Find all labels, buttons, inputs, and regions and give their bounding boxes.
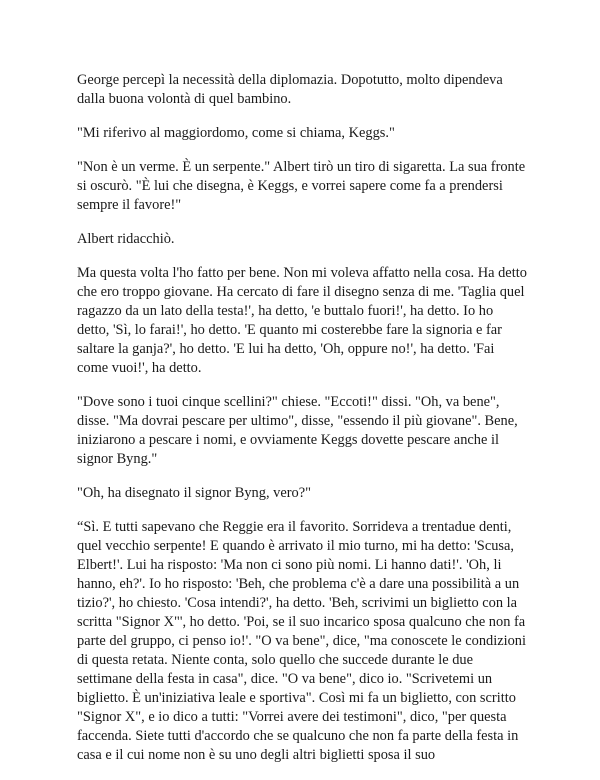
paragraph: Ma questa volta l'ho fatto per bene. Non mi voleva affatto nella cosa. Ha detto che ero troppo giovane. Ha cercato di fare il disegno senza di me. 'Taglia quel ragazzo da un lato della testa!', ha detto, 'e buttalo fuori!', ha detto. Io ho detto, 'Sì, lo farai!', ho detto. 'E quanto mi costerebbe fare la signoria e far saltare la ganja?', ho detto. 'E lui ha detto, 'Oh, oppure no!', ha detto. 'Fai come vuoi!', ha detto. xyxy=(77,265,527,376)
paragraph: "Oh, ha disegnato il signor Byng, vero?" xyxy=(77,485,311,501)
paragraph: “Sì. E tutti sapevano che Reggie era il favorito. Sorrideva a trentadue denti, quel vecchio serpente! E quando è arrivato il mio turno, mi ha detto: 'Scusa, Elbert!'. Lui ha risposto: 'Ma non ci sono più nomi. Li hanno dati!'. 'Oh, li hanno, eh?'. Io ho risposto: 'Beh, che problema c'è a dare una possibilità a un tizio?', ho chiesto. 'Cosa intendi?', ha detto. 'Beh, scrivimi un biglietto con la scritta "Signor X"', ho detto. 'Poi, se il suo incarico sposa qualcuno che non fa parte del gruppo, ci penso io!'. "O va bene", dice, "ma conoscete le condizioni di questa retata. Niente conta, solo quello che succede durante le due settimane della festa in casa", dice. "O va bene", dico io. "Scrivetemi un biglietto. È un'iniziativa leale e sportiva". Così mi fa un biglietto, con scritto "Signor X", e io dico a tutti: "Vorrei avere dei testimoni", dico, "per questa faccenda. Siete tutti d'accordo che se qualcuno che non fa parte della festa in casa e il cui nome non è su uno degli altri biglietti sposa il suo xyxy=(77,519,526,763)
paragraph: Albert ridacchiò. xyxy=(77,231,175,247)
body-text xyxy=(77,71,529,780)
paragraph: "Non è un verme. È un serpente." Albert tirò un tiro di sigaretta. La sua fronte si oscurò. "È lui che disegna, è Keggs, e vorrei sapere come fa a prendersi sempre il favore!" xyxy=(77,159,526,213)
paragraph: George percepì la necessità della diplomazia. Dopotutto, molto dipendeva dalla buona volontà di quel bambino. xyxy=(77,72,503,107)
paragraph: "Dove sono i tuoi cinque scellini?" chiese. "Eccoti!" dissi. "Oh, va bene", disse. "Ma dovrai pescare per ultimo", disse, "essendo il più giovane". Bene, iniziarono a pescare i nomi, e ovviamente Keggs dovette pescare anche il signor Byng." xyxy=(77,394,518,467)
paragraph: "Mi riferivo al maggiordomo, come si chiama, Keggs." xyxy=(77,125,395,141)
